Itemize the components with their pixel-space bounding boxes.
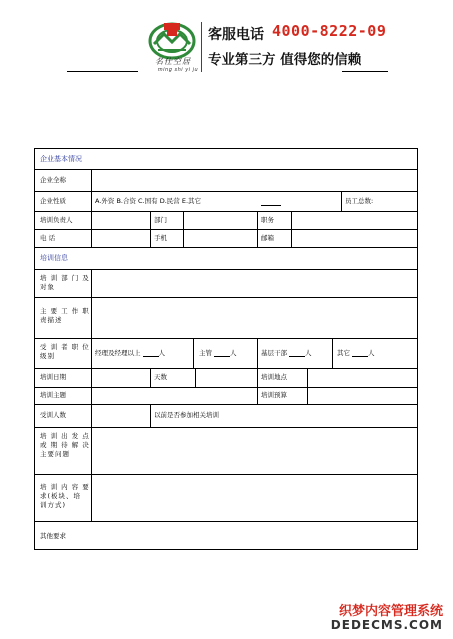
training-location-label: 培训地点 bbox=[261, 373, 287, 381]
level-supervisor-text: 主管 bbox=[199, 349, 212, 357]
col-line bbox=[307, 368, 308, 404]
company-nature-label: 企业性质 bbox=[40, 197, 66, 205]
person-unit: 人 bbox=[368, 349, 375, 357]
position-label: 职务 bbox=[261, 216, 274, 224]
col-line bbox=[183, 211, 184, 247]
department-label: 部门 bbox=[154, 216, 167, 224]
training-date-label: 培训日期 bbox=[40, 373, 66, 381]
training-dept-label: 培 训 部 门 及 对象 bbox=[40, 274, 90, 291]
level-grassroots-text: 基层干部 bbox=[261, 349, 287, 357]
content-label: 培 训 内 容 要 求(板块、培 训方式) bbox=[40, 483, 90, 509]
row-line bbox=[35, 474, 417, 475]
other-requirements-label: 其他要求 bbox=[40, 532, 66, 540]
training-request-form bbox=[34, 148, 418, 550]
training-budget-label: 培训预算 bbox=[261, 391, 287, 399]
header-divider bbox=[201, 22, 202, 72]
person-unit: 人 bbox=[230, 349, 237, 357]
person-unit: 人 bbox=[305, 349, 312, 357]
supervisor-count-blank[interactable] bbox=[214, 349, 230, 357]
company-nature-options[interactable]: A.外资 B.合资 C.国有 D.民营 E.其它 bbox=[95, 197, 202, 205]
col-line bbox=[257, 338, 258, 368]
company-name-field[interactable] bbox=[95, 173, 415, 189]
watermark-url: DEDECMS.COM bbox=[330, 618, 443, 632]
email-label: 邮箱 bbox=[261, 234, 274, 242]
level-other-text: 其它 bbox=[337, 349, 350, 357]
row-line bbox=[35, 269, 417, 270]
other-count-blank[interactable] bbox=[352, 349, 368, 357]
col-line bbox=[150, 404, 151, 427]
row-line bbox=[35, 297, 417, 298]
logo-script-text: 名仕空居 bbox=[155, 57, 191, 66]
col-line bbox=[332, 338, 333, 368]
past-training-label: 以前是否参加相关培训 bbox=[154, 411, 219, 419]
hotline-number: 4000-8222-09 bbox=[272, 22, 387, 40]
row-line bbox=[35, 387, 417, 388]
training-topic-label: 培训主题 bbox=[40, 391, 66, 399]
logo-pinyin-text: ming shi yi ju bbox=[157, 67, 199, 73]
col-line bbox=[257, 368, 258, 404]
training-section-title: 培训信息 bbox=[40, 254, 68, 262]
watermark-title: 织梦内容管理系统 bbox=[338, 604, 443, 619]
employee-total-label: 员工总数: bbox=[345, 197, 374, 205]
days-label: 天数 bbox=[154, 373, 167, 381]
row-line bbox=[35, 229, 417, 230]
row-line bbox=[35, 427, 417, 428]
trainee-level-label: 受 训 者 职 位 级别 bbox=[40, 343, 90, 360]
training-dept-field[interactable] bbox=[95, 273, 415, 295]
content-field[interactable] bbox=[95, 478, 415, 518]
mobile-label: 手机 bbox=[154, 234, 167, 242]
col-line bbox=[291, 211, 292, 247]
header-rule-left bbox=[67, 71, 138, 72]
hotline-label: 客服电话 bbox=[208, 27, 264, 43]
row-line bbox=[35, 368, 417, 369]
col-line bbox=[91, 269, 92, 521]
other-requirements-field[interactable] bbox=[95, 525, 415, 547]
row-line bbox=[35, 191, 417, 192]
row-line bbox=[35, 521, 417, 522]
row-line bbox=[35, 247, 417, 248]
starting-point-field[interactable] bbox=[95, 431, 415, 471]
col-line bbox=[257, 211, 258, 247]
row-line bbox=[35, 211, 417, 212]
trainee-count-label: 受训人数 bbox=[40, 411, 66, 419]
company-name-label: 企业全称 bbox=[40, 176, 66, 184]
training-lead-label: 培训负责人 bbox=[40, 216, 73, 224]
main-duty-field[interactable] bbox=[95, 301, 415, 335]
company-section-title: 企业基本情况 bbox=[40, 155, 82, 163]
col-line bbox=[341, 191, 342, 211]
header-rule-right bbox=[342, 71, 388, 72]
level-manager-option[interactable] bbox=[95, 349, 165, 358]
row-line bbox=[35, 404, 417, 405]
company-logo-icon bbox=[148, 20, 196, 60]
person-unit: 人 bbox=[158, 349, 165, 357]
level-supervisor-option[interactable] bbox=[199, 349, 237, 358]
col-line bbox=[193, 338, 194, 368]
other-nature-blank[interactable] bbox=[261, 205, 281, 206]
main-duty-label: 主 要 工 作 职 责描述 bbox=[40, 307, 90, 324]
starting-point-label: 培 训 出 发 点 或 期 待 解 决 主要问题 bbox=[40, 432, 90, 458]
slogan: 专业第三方 值得您的信赖 bbox=[208, 52, 362, 68]
level-other-option[interactable] bbox=[337, 349, 375, 358]
col-line bbox=[91, 169, 92, 247]
col-line bbox=[195, 368, 196, 387]
row-line bbox=[35, 169, 417, 170]
col-line bbox=[150, 368, 151, 387]
row-line bbox=[35, 338, 417, 339]
grassroots-count-blank[interactable] bbox=[289, 349, 305, 357]
manager-count-blank[interactable] bbox=[143, 349, 159, 357]
level-grassroots-option[interactable] bbox=[261, 349, 312, 358]
level-manager-text: 经理及经理以上 bbox=[95, 349, 141, 357]
col-line bbox=[150, 211, 151, 247]
phone-label: 电 话 bbox=[40, 234, 56, 242]
